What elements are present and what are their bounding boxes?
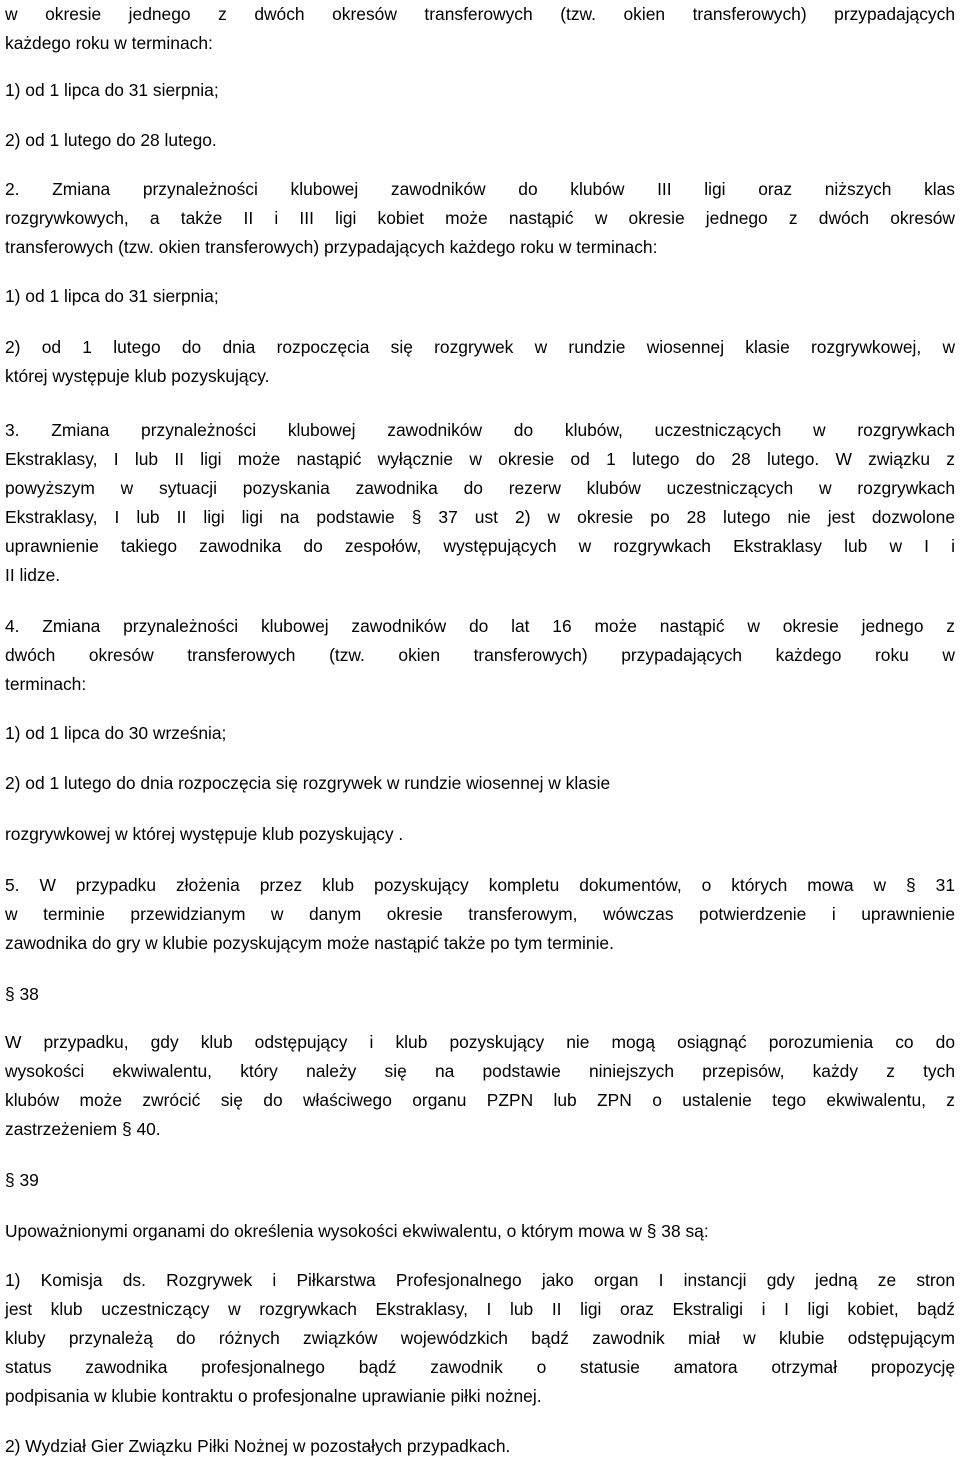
list-item bbox=[5, 76, 955, 105]
text-line: Ekstraklasy, I lub II ligi może nastąpić wyłącznie w okresie od 1 lutego do 28 lutego. W związku z bbox=[5, 449, 955, 469]
section-heading-38 bbox=[5, 980, 955, 1009]
text-line: 3. Zmiana przynależności klubowej zawodników do klubów, uczestniczących w rozgrywkach bbox=[5, 420, 955, 440]
text-line: terminach: bbox=[5, 674, 87, 694]
text-line: W przypadku, gdy klub odstępujący i klub pozyskujący nie mogą osiągnąć porozumienia co do bbox=[5, 1032, 955, 1052]
section-38-body bbox=[5, 1028, 955, 1144]
list-item bbox=[5, 719, 955, 748]
text-line: jest klub uczestniczący w rozgrywkach Ekstraklasy, I lub II ligi oraz Ekstraligi i I ligi kobiet, bądź bbox=[5, 1299, 955, 1319]
text-line: 2) od 1 lutego do 28 lutego. bbox=[5, 130, 217, 150]
paragraph-4 bbox=[5, 612, 955, 699]
paragraph-2 bbox=[5, 175, 955, 262]
list-item-continuation bbox=[5, 820, 955, 849]
document-page bbox=[5, 0, 955, 1464]
list-item bbox=[5, 1432, 955, 1461]
list-item bbox=[5, 333, 955, 391]
text-line: 1) od 1 lipca do 31 sierpnia; bbox=[5, 286, 219, 306]
list-item bbox=[5, 1266, 955, 1411]
text-line: uprawnienie takiego zawodnika do zespołów, występujących w rozgrywkach Ekstraklasy lub w I i bbox=[5, 536, 955, 556]
text-line: kluby przynależą do różnych związków wojewódzkich bądź zawodnik miał w klubie odstępującym bbox=[5, 1328, 955, 1348]
text-line: 1) od 1 lipca do 30 września; bbox=[5, 723, 227, 743]
text-line: w terminie przewidzianym w danym okresie transferowym, wówczas potwierdzenie i uprawnienie bbox=[5, 904, 955, 924]
text-line: 2. Zmiana przynależności klubowej zawodników do klubów III ligi oraz niższych klas bbox=[5, 179, 955, 199]
text-line: zastrzeżeniem § 40. bbox=[5, 1119, 161, 1139]
text-line: 2) od 1 lutego do dnia rozpoczęcia się rozgrywek w rundzie wiosennej klasie rozgrywkowej, w bbox=[5, 337, 955, 357]
text-line: klubów może zwrócić się do właściwego organu PZPN lub ZPN o ustalenie tego ekwiwalentu, z bbox=[5, 1090, 955, 1110]
text-line: rozgrywkowej w której występuje klub pozyskujący . bbox=[5, 824, 404, 844]
paragraph-1-continuation bbox=[5, 0, 955, 58]
text-line: transferowych (tzw. okien transferowych) przypadających każdego roku w terminach: bbox=[5, 237, 658, 257]
text-line: każdego roku w terminach: bbox=[5, 33, 213, 53]
text-line: 1) Komisja ds. Rozgrywek i Piłkarstwa Profesjonalnego jako organ I instancji gdy jedną ze stron bbox=[5, 1270, 955, 1290]
section-heading: § 38 bbox=[5, 984, 39, 1004]
text-line: II lidze. bbox=[5, 565, 61, 585]
text-line: rozgrywkowych, a także II i III ligi kobiet może nastąpić w okresie jednego z dwóch okresów bbox=[5, 208, 955, 228]
section-39-intro bbox=[5, 1217, 955, 1246]
text-line: dwóch okresów transferowych (tzw. okien transferowych) przypadających każdego roku w bbox=[5, 645, 955, 665]
text-line: powyższym w sytuacji pozyskania zawodnika do rezerw klubów uczestniczących w rozgrywkach bbox=[5, 478, 955, 498]
text-line: której występuje klub pozyskujący. bbox=[5, 366, 270, 386]
section-heading: § 39 bbox=[5, 1170, 39, 1190]
text-line: 5. W przypadku złożenia przez klub pozyskujący kompletu dokumentów, o których mowa w § 31 bbox=[5, 875, 955, 895]
list-item bbox=[5, 126, 955, 155]
text-line: 4. Zmiana przynależności klubowej zawodników do lat 16 może nastąpić w okresie jednego z bbox=[5, 616, 955, 636]
paragraph-3 bbox=[5, 416, 955, 590]
text-line: status zawodnika profesjonalnego bądź zawodnik o statusie amatora otrzymał propozycję bbox=[5, 1357, 955, 1377]
text-line: w okresie jednego z dwóch okresów transferowych (tzw. okien transferowych) przypadających bbox=[5, 4, 955, 24]
text-line: wysokości ekwiwalentu, który należy się na podstawie niniejszych przepisów, każdy z tych bbox=[5, 1061, 955, 1081]
text-line: 2) od 1 lutego do dnia rozpoczęcia się rozgrywek w rundzie wiosennej w klasie bbox=[5, 773, 611, 793]
text-line: 1) od 1 lipca do 31 sierpnia; bbox=[5, 80, 219, 100]
section-heading-39 bbox=[5, 1166, 955, 1195]
text-line: podpisania w klubie kontraktu o profesjonalne uprawianie piłki nożnej. bbox=[5, 1386, 542, 1406]
list-item bbox=[5, 282, 955, 311]
text-line: Upoważnionymi organami do określenia wysokości ekwiwalentu, o którym mowa w § 38 są: bbox=[5, 1221, 709, 1241]
paragraph-5 bbox=[5, 871, 955, 958]
text-line: zawodnika do gry w klubie pozyskującym może nastąpić także po tym terminie. bbox=[5, 933, 614, 953]
list-item bbox=[5, 769, 955, 798]
text-line: Ekstraklasy, I lub II ligi ligi na podstawie § 37 ust 2) w okresie po 28 lutego nie jest dozwolone bbox=[5, 507, 955, 527]
text-line: 2) Wydział Gier Związku Piłki Nożnej w pozostałych przypadkach. bbox=[5, 1436, 511, 1456]
